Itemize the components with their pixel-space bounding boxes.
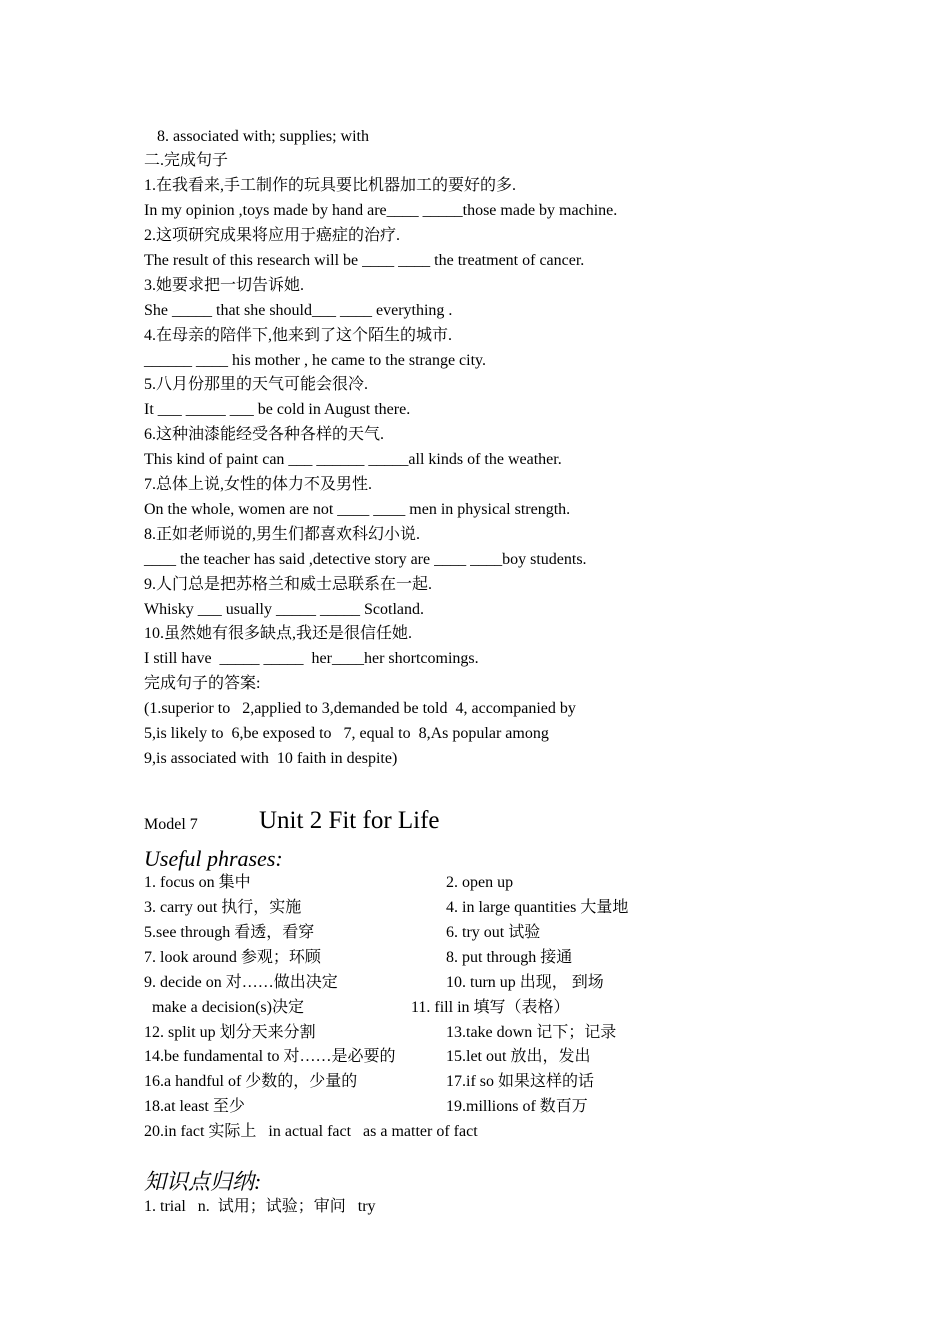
phrase-12: 12. split up 划分天来分割 [144,1024,316,1041]
phrase-3: 3. carry out 执行，实施 [144,899,302,916]
sentence-5-en: It ___ _____ ___ be cold in August there. [144,401,411,418]
answers-heading: 完成句子的答案: [144,675,261,692]
phrase-19: 19.millions of 数百万 [446,1098,588,1115]
phrase-16: 16.a handful of 少数的，少量的 [144,1073,358,1090]
sentence-3-zh: 3.她要求把一切告诉她. [144,277,305,294]
phrase-4: 4. in large quantities 大量地 [446,899,629,916]
phrase-10: 10. turn up 出现， 到场 [446,974,604,991]
phrase-5: 5.see through 看透，看穿 [144,924,315,941]
sentence-2-zh: 2.这项研究成果将应用于癌症的治疗. [144,227,401,244]
sentence-3-en: She _____ that she should___ ____ everything . [144,302,453,319]
sentence-10-en: I still have _____ _____ her____her shortcomings. [144,650,479,667]
sentence-9-en: Whisky ___ usually _____ _____ Scotland. [144,601,424,618]
phrase-9: 9. decide on 对……做出决定 [144,974,338,991]
sentence-4-zh: 4.在母亲的陪伴下,他来到了这个陌生的城市. [144,327,453,344]
phrase-8: 8. put through 接通 [446,949,573,966]
knowledge-heading: 知识点归纳: [144,1169,262,1194]
answers-line-1: (1.superior to 2,applied to 3,demanded be told 4, accompanied by [144,700,576,717]
sentence-8-zh: 8.正如老师说的,男生们都喜欢科幻小说. [144,526,421,543]
sentence-6-en: This kind of paint can ___ ______ _____all kinds of the weather. [144,451,562,468]
section-heading-complete-sentences: 二.完成句子 [144,152,229,169]
phrase-20: 20.in fact 实际上 in actual fact as a matter of fact [144,1123,478,1140]
phrase-2: 2. open up [446,874,514,891]
phrase-18: 18.at least 至少 [144,1098,245,1115]
answer-line-8: 8. associated with; supplies; with [157,128,369,145]
sentence-7-en: On the whole, women are not ____ ____ men in physical strength. [144,501,571,518]
phrase-1: 1. focus on 集中 [144,874,251,891]
phrase-17: 17.if so 如果这样的话 [446,1073,595,1090]
sentence-8-en: ____ the teacher has said ,detective story are ____ ____boy students. [144,551,587,568]
sentence-6-zh: 6.这种油漆能经受各种各样的天气. [144,426,385,443]
useful-phrases-heading: Useful phrases: [144,846,283,871]
sentence-2-en: The result of this research will be ____ ____ the treatment of cancer. [144,252,585,269]
unit-title: Unit 2 Fit for Life [259,807,440,834]
knowledge-item-1: 1. trial n. 试用；试验；审问 try [144,1198,376,1215]
phrase-11: 11. fill in 填写（表格） [411,999,570,1016]
answers-line-2: 5,is likely to 6,be exposed to 7, equal to 8,As popular among [144,725,549,742]
sentence-5-zh: 5.八月份那里的天气可能会很冷. [144,376,369,393]
sentence-10-zh: 10.虽然她有很多缺点,我还是很信任她. [144,625,413,642]
model-label: Model 7 [144,816,198,833]
phrase-15: 15.let out 放出，发出 [446,1048,591,1065]
phrase-7: 7. look around 参观；环顾 [144,949,321,966]
phrase-13: 13.take down 记下；记录 [446,1024,617,1041]
phrase-9-alt: make a decision(s)决定 [152,999,304,1016]
sentence-1-en: In my opinion ,toys made by hand are____ _____those made by machine. [144,202,618,219]
sentence-7-zh: 7.总体上说,女性的体力不及男性. [144,476,373,493]
sentence-4-en: ______ ____ his mother , he came to the strange city. [144,352,486,369]
sentence-9-zh: 9.人门总是把苏格兰和威士忌联系在一起. [144,576,433,593]
phrase-6: 6. try out 试验 [446,924,541,941]
sentence-1-zh: 1.在我看来,手工制作的玩具要比机器加工的要好的多. [144,177,517,194]
phrase-14: 14.be fundamental to 对……是必要的 [144,1048,396,1065]
answers-line-3: 9,is associated with 10 faith in despite) [144,750,398,767]
